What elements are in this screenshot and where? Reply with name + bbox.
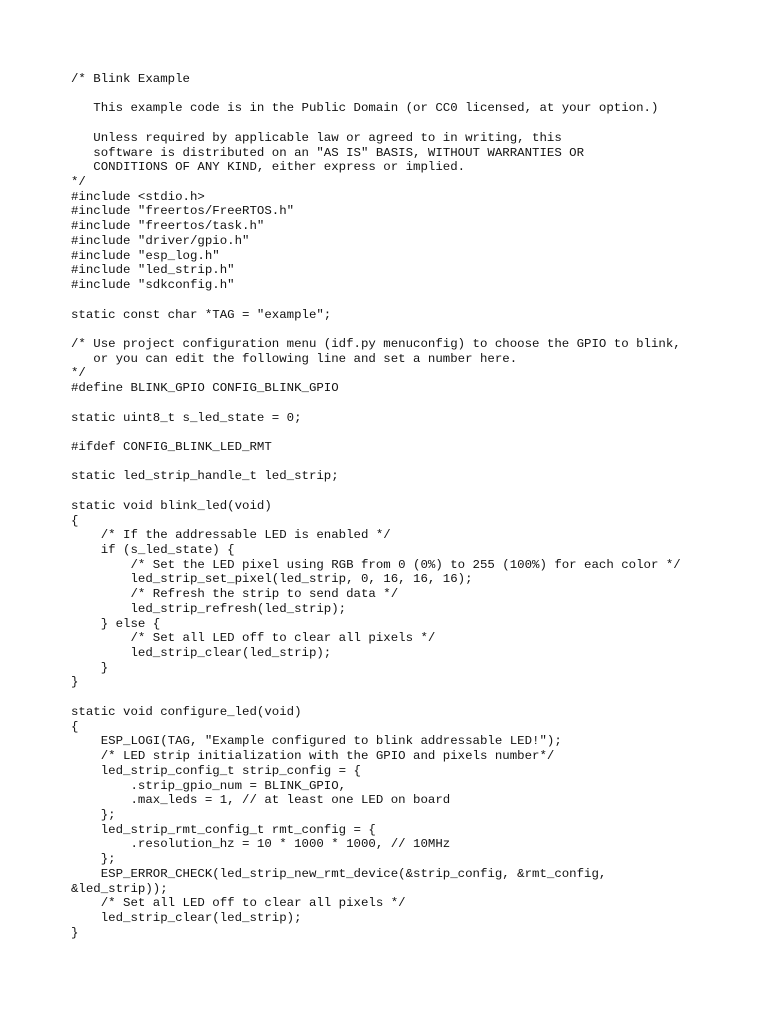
code-line: /* Blink Example <box>71 72 190 86</box>
code-line: led_strip_config_t strip_config = { <box>71 763 361 778</box>
code-line: #include "freertos/task.h" <box>71 219 265 234</box>
code-line: &led_strip)); <box>71 881 168 896</box>
code-line: /* If the addressable LED is enabled */ <box>71 528 391 543</box>
code-line: if (s_led_state) { <box>71 543 235 557</box>
code-line: This example code is in the Public Domain (or CC0 licensed, at your option.) <box>71 101 659 116</box>
code-line: }; <box>71 807 116 822</box>
code-line: { <box>71 513 79 528</box>
code-line: led_strip_rmt_config_t rmt_config = { <box>71 822 376 837</box>
code-line: led_strip_clear(led_strip); <box>71 646 332 661</box>
code-line: #include <stdio.h> <box>71 189 205 204</box>
code-line: static void configure_led(void) <box>71 704 302 719</box>
code-line: .max_leds = 1, // at least one LED on board <box>71 793 451 808</box>
code-line: } else { <box>71 616 161 631</box>
code-line: ESP_LOGI(TAG, "Example configured to blink addressable LED!"); <box>71 734 562 749</box>
code-line: software is distributed on an "AS IS" BASIS, WITHOUT WARRANTIES OR <box>71 145 585 160</box>
code-line <box>71 116 751 131</box>
code-line: /* Set all LED off to clear all pixels */ <box>71 896 406 911</box>
code-line: #ifdef CONFIG_BLINK_LED_RMT <box>71 439 272 454</box>
code-line: static void blink_led(void) <box>71 498 272 513</box>
code-line <box>71 87 751 102</box>
code-line <box>71 455 751 470</box>
code-line: { <box>71 719 79 734</box>
code-line: ESP_ERROR_CHECK(led_strip_new_rmt_device(&strip_config, &rmt_config, <box>71 866 607 881</box>
code-listing <box>71 72 751 940</box>
code-line <box>71 425 751 440</box>
code-line <box>71 396 751 411</box>
code-line: .resolution_hz = 10 * 1000 * 1000, // 10MHz <box>71 837 451 852</box>
code-line: .strip_gpio_num = BLINK_GPIO, <box>71 778 347 793</box>
code-line: /* Set the LED pixel using RGB from 0 (0%) to 255 (100%) for each color */ <box>71 557 681 572</box>
code-line: or you can edit the following line and set a number here. <box>71 351 518 366</box>
code-line: /* LED strip initialization with the GPIO and pixels number*/ <box>71 749 555 764</box>
code-line: /* Refresh the strip to send data */ <box>71 587 399 602</box>
code-line: #include "freertos/FreeRTOS.h" <box>71 204 295 219</box>
code-line: #include "sdkconfig.h" <box>71 278 235 293</box>
code-line: #include "led_strip.h" <box>71 263 235 278</box>
code-line: } <box>71 660 109 675</box>
code-line: CONDITIONS OF ANY KIND, either express or implied. <box>71 160 466 175</box>
code-line: static const char *TAG = "example"; <box>71 307 332 322</box>
code-line: led_strip_clear(led_strip); <box>71 910 302 925</box>
code-line <box>71 293 751 308</box>
code-line: Unless required by applicable law or agreed to in writing, this <box>71 130 562 145</box>
code-line: led_strip_set_pixel(led_strip, 0, 16, 16, 16); <box>71 572 473 587</box>
code-line: #include "esp_log.h" <box>71 248 220 263</box>
code-line <box>71 690 751 705</box>
code-line: #define BLINK_GPIO CONFIG_BLINK_GPIO <box>71 381 339 396</box>
code-line <box>71 322 751 337</box>
code-line: }; <box>71 852 116 867</box>
code-line: static led_strip_handle_t led_strip; <box>71 469 339 484</box>
code-line: led_strip_refresh(led_strip); <box>71 601 347 616</box>
code-line: */ <box>71 175 86 190</box>
code-line: /* Use project configuration menu (idf.py menuconfig) to choose the GPIO to blink, <box>71 336 681 351</box>
code-line: /* Set all LED off to clear all pixels */ <box>71 631 436 646</box>
code-line: */ <box>71 366 86 381</box>
code-line <box>71 484 751 499</box>
code-line: #include "driver/gpio.h" <box>71 233 250 248</box>
code-line: static uint8_t s_led_state = 0; <box>71 410 302 425</box>
code-line: } <box>71 925 79 940</box>
code-line: } <box>71 675 79 690</box>
